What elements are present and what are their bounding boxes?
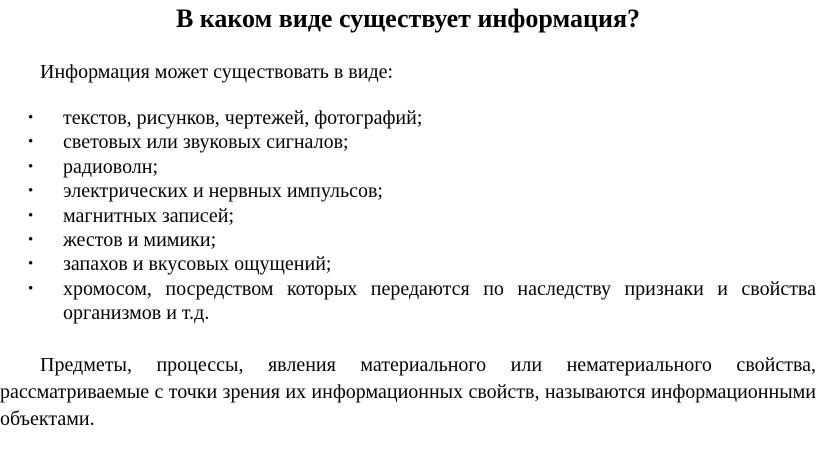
list-item bbox=[0, 252, 816, 276]
bullet-icon: • bbox=[28, 232, 34, 249]
bullet-icon: • bbox=[28, 256, 34, 273]
list-item bbox=[0, 277, 816, 326]
page-title: В каком виде существует информация? bbox=[175, 4, 641, 33]
bullet-icon: • bbox=[28, 183, 34, 200]
list-item-text: запахов и вкусовых ощущений; bbox=[63, 253, 332, 276]
bullet-icon: • bbox=[28, 207, 34, 224]
list-item-text: радиоволн; bbox=[63, 155, 159, 178]
list-item-text: электрических и нервных импульсов; bbox=[63, 180, 383, 203]
list-item-text: световых или звуковых сигналов; bbox=[63, 131, 349, 154]
list-item bbox=[0, 130, 816, 154]
bullet-icon: • bbox=[28, 110, 34, 126]
list-item bbox=[0, 179, 816, 203]
list-item-text: магнитных записей; bbox=[63, 204, 235, 227]
bullet-icon: • bbox=[28, 280, 34, 297]
list-item bbox=[0, 204, 816, 228]
bullet-icon: • bbox=[28, 134, 34, 151]
list-item bbox=[0, 228, 816, 252]
bullet-icon: • bbox=[28, 158, 34, 175]
intro-text: Информация может существовать в виде: bbox=[40, 61, 394, 83]
forms-list bbox=[0, 106, 816, 326]
list-item bbox=[0, 106, 816, 130]
list-item-text: хромосом, посредством которых передаются по наследству признаки и свойства организмов и т.д. bbox=[63, 277, 816, 325]
list-item-text: жестов и мимики; bbox=[63, 229, 217, 252]
conclusion-paragraph: Предметы, процессы, явления материального или нематериального свойства, рассматриваемые с точки зрения их информационных свойств, называются информационными объектами. bbox=[0, 354, 816, 430]
list-item-text: текстов, рисунков, чертежей, фотографий; bbox=[63, 107, 423, 129]
list-item bbox=[0, 155, 816, 179]
